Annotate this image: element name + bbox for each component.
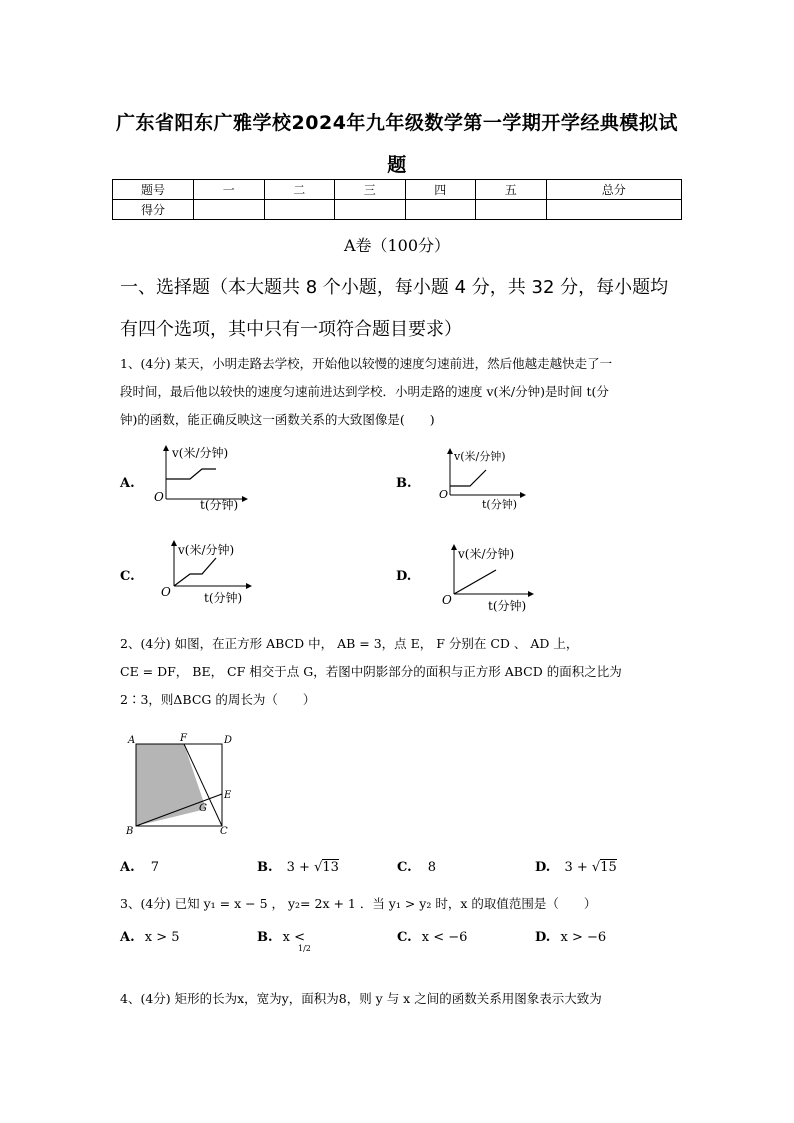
- graph-xlabel: t(分钟): [482, 498, 518, 511]
- graph-origin: O: [442, 593, 452, 607]
- option-value: x > −6: [560, 930, 607, 945]
- option-letter: D.: [396, 569, 412, 584]
- score-table-score-row: [113, 200, 682, 220]
- option-letter: C.: [397, 930, 412, 945]
- q1-stem: [120, 350, 680, 434]
- q1-line3: 钟)的函数，能正确反映这一函数关系的大致图像是( ): [120, 412, 435, 427]
- q3-option-a[interactable]: [120, 930, 180, 945]
- q1-option-d-label: [396, 569, 417, 584]
- graph-ylabel: v(米/分钟): [178, 543, 235, 557]
- option-radicand: 15: [600, 860, 617, 875]
- part1-heading-line2: 有四个选项，其中只有一项符合题目要求）: [120, 319, 462, 340]
- vertex-d-label: D: [224, 735, 233, 746]
- option-letter: B.: [396, 476, 412, 491]
- q4-stem: 4、(4分) 矩形的长为x，宽为y，面积为8，则 y 与 x 之间的函数关系用图象表示大致为: [120, 991, 602, 1006]
- option-letter: D.: [535, 860, 551, 875]
- q2-option-c[interactable]: [397, 860, 436, 875]
- option-value: 8: [427, 860, 437, 875]
- option-letter: A.: [120, 476, 135, 491]
- option-prefix: 3 +: [286, 860, 315, 875]
- q2-stem: [120, 630, 680, 714]
- option-letter: B.: [257, 860, 273, 875]
- option-letter: C.: [397, 860, 412, 875]
- score-table-header-row: [113, 180, 682, 200]
- q2-option-a[interactable]: [120, 860, 159, 875]
- graph-ylabel: v(米/分钟): [172, 446, 229, 460]
- score-header-cell: 二: [264, 180, 335, 200]
- sqrt-icon: √: [314, 860, 323, 875]
- option-value: x > 5: [144, 930, 180, 945]
- q1-option-c-graph[interactable]: [156, 538, 252, 610]
- q2-line3: 2∶3，则ΔBCG 的周长为（ ）: [120, 692, 316, 707]
- option-letter: B.: [257, 930, 273, 945]
- q2-line1: 2、(4分) 如图，在正方形 ABCD 中， AB = 3，点 E， F 分别在 CD 、 AD 上，: [120, 636, 579, 651]
- graph-origin: O: [161, 585, 171, 599]
- q1-option-a-label: [120, 476, 141, 491]
- q1-line1: 1、(4分) 某天，小明走路去学校，开始他以较慢的速度匀速前进，然后他越走越快走了一: [120, 356, 613, 371]
- q1-option-d-graph[interactable]: [440, 542, 536, 616]
- option-letter: D.: [535, 930, 551, 945]
- q1-option-b-graph[interactable]: [436, 446, 526, 516]
- vertex-a-label: A: [128, 735, 136, 746]
- vertex-b-label: B: [126, 826, 134, 836]
- q3-stem: 3、(4分) 已知 y₁ = x − 5 ， y₂= 2x + 1 ．当 y₁ > y₂ 时，x 的取值范围是（ ）: [120, 896, 597, 911]
- q3-option-b[interactable]: [257, 930, 305, 945]
- graph-xlabel: t(分钟): [204, 591, 243, 605]
- document-title-line1: 广东省阳东广雅学校2024年九年级数学第一学期开学经典模拟试: [116, 112, 678, 134]
- score-input-cell[interactable]: [405, 200, 476, 220]
- graph-origin: O: [439, 488, 449, 501]
- q2-square-figure: [124, 730, 240, 836]
- document-title-line2: 题: [387, 154, 407, 176]
- q1-option-a-graph[interactable]: [150, 443, 250, 515]
- option-letter: A.: [120, 860, 135, 875]
- score-header-cell: 总分: [546, 180, 682, 200]
- score-input-cell[interactable]: [476, 200, 547, 220]
- q1-option-c-label: [120, 569, 141, 584]
- q3-option-d[interactable]: [535, 930, 606, 945]
- vertex-e-label: E: [224, 790, 232, 801]
- q2-option-b[interactable]: [257, 860, 339, 875]
- vertex-c-label: C: [220, 826, 228, 836]
- option-value: x < −6: [421, 930, 468, 945]
- shaded-region: [136, 744, 206, 826]
- score-input-cell[interactable]: [264, 200, 335, 220]
- option-radicand: 13: [322, 860, 339, 875]
- option-prefix: 3 +: [564, 860, 592, 875]
- option-letter: A.: [120, 930, 135, 945]
- section-title: A卷（100分）: [343, 236, 451, 255]
- q1-option-b-label: [396, 476, 418, 491]
- graph-xlabel: t(分钟): [488, 599, 527, 613]
- graph-ylabel: v(米/分钟): [458, 547, 515, 561]
- score-input-cell[interactable]: [335, 200, 406, 220]
- option-letter: C.: [120, 569, 135, 584]
- score-header-cell: 五: [476, 180, 547, 200]
- q2-line2: CE = DF， BE， CF 相交于点 G，若图中阴影部分的面积与正方形 ABCD 的面积之比为: [120, 664, 622, 679]
- vertex-f-label: F: [180, 733, 187, 744]
- vertex-g-label: G: [199, 803, 207, 814]
- score-input-cell[interactable]: [194, 200, 265, 220]
- option-value: x <: [282, 930, 306, 945]
- sqrt-icon: √: [591, 860, 601, 875]
- q3-option-b-fraction: 1/2: [298, 944, 311, 953]
- graph-origin: O: [154, 490, 164, 504]
- score-header-cell: 三: [335, 180, 406, 200]
- q3-option-c[interactable]: [397, 930, 467, 945]
- score-table: [112, 179, 682, 220]
- q2-option-d[interactable]: [535, 860, 617, 875]
- q1-line2: 段时间，最后他以较快的速度匀速前进达到学校．小明走路的速度 v(米/分钟)是时间 t(分: [120, 384, 609, 399]
- graph-ylabel: v(米/分钟): [454, 450, 506, 463]
- score-header-cell: 题号: [113, 180, 194, 200]
- option-value: 7: [150, 860, 160, 875]
- score-row-label: 得分: [113, 200, 194, 220]
- score-input-cell[interactable]: [546, 200, 682, 220]
- part1-heading-line1: 一、选择题（本大题共 8 个小题，每小题 4 分，共 32 分，每小题均: [120, 277, 669, 298]
- graph-xlabel: t(分钟): [200, 498, 239, 512]
- score-header-cell: 四: [405, 180, 476, 200]
- score-header-cell: 一: [194, 180, 265, 200]
